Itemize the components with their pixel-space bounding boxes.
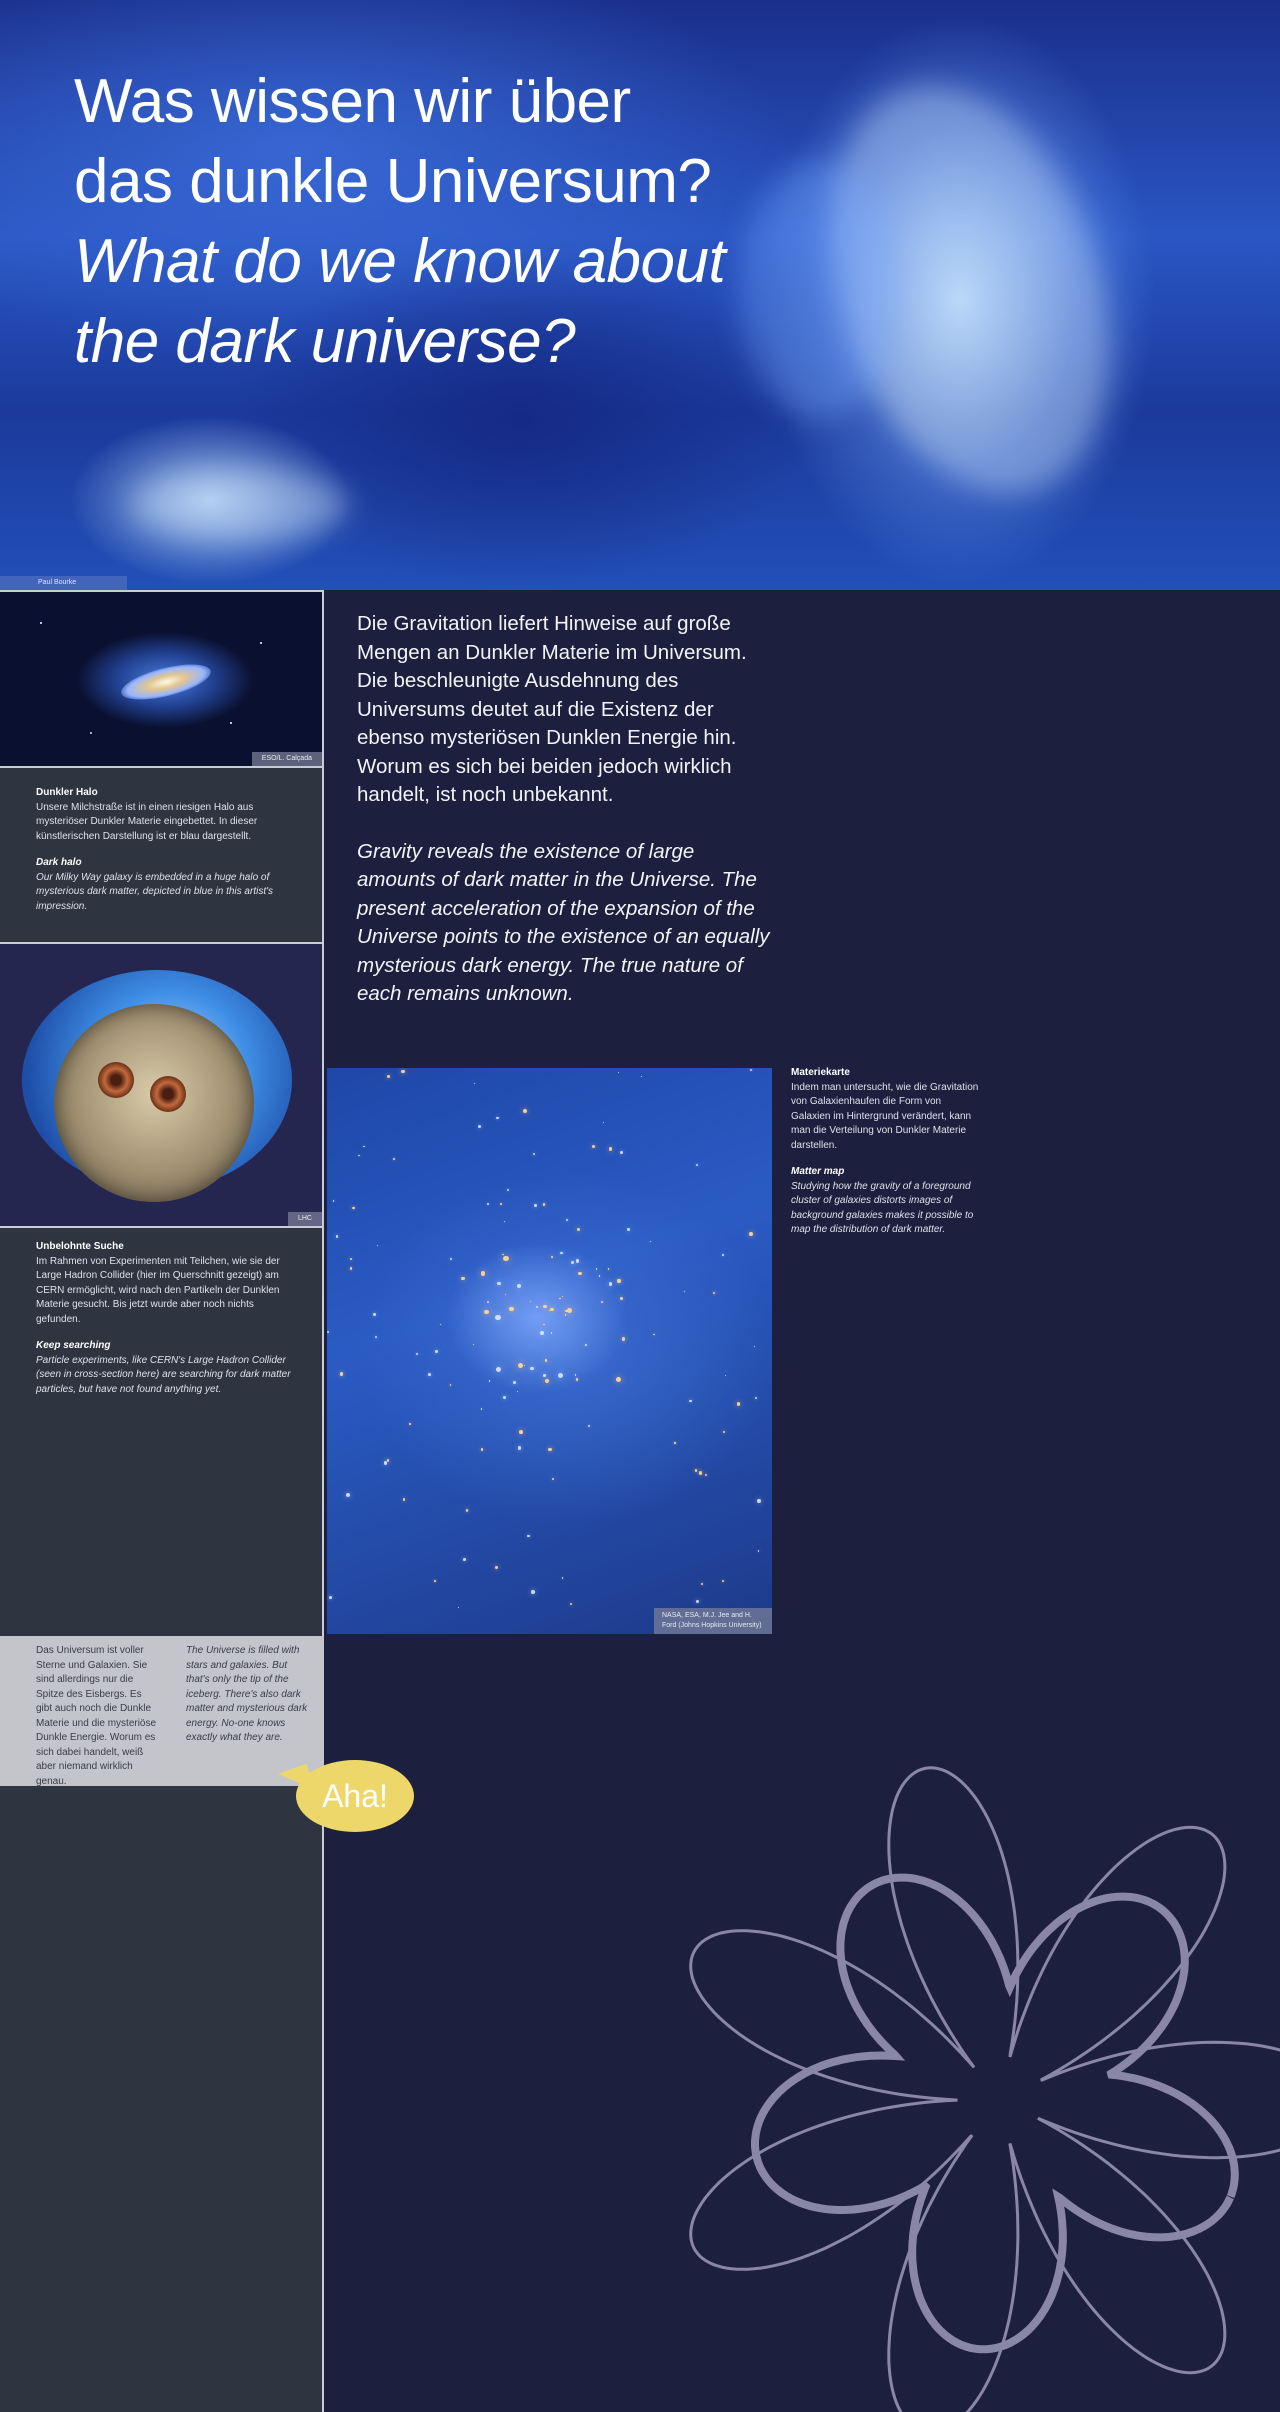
- galaxy-dot: [434, 1580, 436, 1582]
- galaxy-dot: [440, 1324, 441, 1325]
- halo-heading-de: Dunkler Halo: [36, 787, 98, 798]
- galaxy-dot: [723, 1431, 725, 1433]
- galaxy-dot: [596, 1268, 598, 1270]
- search-heading-en: Keep searching: [36, 1340, 111, 1351]
- galaxy-dot: [502, 1254, 503, 1255]
- galaxy-dot: [543, 1305, 547, 1309]
- galaxy-dot: [531, 1590, 535, 1594]
- galaxy-dot: [530, 1367, 534, 1371]
- galaxy-dot: [562, 1296, 563, 1297]
- galaxy-dot: [620, 1151, 623, 1154]
- galaxy-dot: [713, 1292, 715, 1294]
- galaxy-dot: [543, 1203, 545, 1205]
- galaxy-dot: [481, 1271, 486, 1276]
- galaxy-dot: [757, 1499, 761, 1503]
- galaxy-dot: [505, 1294, 506, 1295]
- galaxy-dot: [749, 1232, 753, 1236]
- galaxy-dot: [384, 1461, 388, 1465]
- galaxy-dot: [495, 1315, 501, 1321]
- galaxy-dot: [550, 1308, 554, 1312]
- galaxy-dot: [755, 1397, 757, 1399]
- galaxy-cluster-image: [327, 1068, 772, 1634]
- left-sidebar: [0, 590, 324, 2412]
- galaxy-dot: [696, 1164, 698, 1166]
- galaxy-dot: [463, 1558, 466, 1561]
- galaxy-dot: [653, 1334, 655, 1336]
- search-text-de: Im Rahmen von Experimenten mit Teilchen, wie sie der Large Hadron Collider (hier im Querschnitt gezeigt) am CERN ermöglicht, wird nach den Partikeln der Dunklen Materie gesucht. Bis jetzt wurde aber noch nichts gefunden.: [36, 1255, 280, 1325]
- galaxy-dot: [701, 1583, 703, 1585]
- galaxy-dot: [722, 1254, 724, 1256]
- galaxy-dot: [375, 1336, 377, 1338]
- galaxy-dot: [560, 1252, 563, 1255]
- galaxy-dot: [627, 1228, 630, 1231]
- galaxy-dot: [393, 1158, 395, 1160]
- galaxy-dot: [689, 1400, 692, 1403]
- galaxy-dot: [503, 1256, 509, 1262]
- galaxy-dot: [620, 1297, 623, 1300]
- galaxy-dot: [524, 1365, 525, 1366]
- iceberg-box: [0, 1636, 324, 1786]
- galaxy-dot: [534, 1204, 537, 1207]
- galaxy-dot: [540, 1331, 544, 1335]
- title-en-line-1: What do we know about: [74, 227, 726, 296]
- galaxy-dot: [533, 1153, 535, 1155]
- galaxy-dot: [558, 1373, 563, 1378]
- galaxy-dot: [450, 1258, 452, 1260]
- galaxy-dot: [363, 1146, 364, 1147]
- nebula-streak: [740, 160, 900, 420]
- galaxy-dot: [387, 1075, 390, 1078]
- galaxy-dot: [435, 1350, 438, 1353]
- galaxy-dot: [428, 1373, 431, 1376]
- milky-way-galaxy: [118, 657, 214, 706]
- galaxy-dot: [377, 1245, 378, 1246]
- galaxy-dot: [458, 1607, 459, 1608]
- galaxy-dot: [536, 1306, 538, 1308]
- galaxy-dot: [549, 1310, 550, 1311]
- galaxy-dot: [519, 1430, 523, 1434]
- title-de-line-1: Was wissen wir über: [74, 67, 631, 136]
- spirograph-orbit-decoration: [580, 1680, 1280, 2412]
- intro-text-en: Gravity reveals the existence of large amounts of dark matter in the Universe. The present acceleration of the expansion of the Universe points to the existence of an equally mysterious dark energy. The true nature of each remains unknown.: [357, 839, 770, 1005]
- galaxy-dot: [609, 1147, 613, 1151]
- galaxy-dot: [416, 1353, 418, 1355]
- galaxy-dot: [565, 1314, 566, 1315]
- hero-banner: [0, 0, 1280, 590]
- hero-image-credit: Paul Bourke: [0, 576, 127, 590]
- title-en-line-2: the dark universe?: [74, 307, 576, 376]
- galaxy-dot: [750, 1069, 752, 1071]
- galaxy-dot: [566, 1219, 568, 1221]
- galaxy-dot: [592, 1145, 595, 1148]
- galaxy-dot: [495, 1566, 498, 1569]
- map-text-en: Studying how the gravity of a foreground cluster of galaxies distorts images of background galaxies makes it possible to map the distribution of dark matter.: [791, 1180, 974, 1235]
- spirograph-thick-orbit: [755, 1878, 1235, 2350]
- galaxy-dot: [346, 1493, 350, 1497]
- halo-text-en: Our Milky Way galaxy is embedded in a huge halo of mysterious dark matter, depicted in blue in this artist's impression.: [36, 871, 274, 912]
- galaxy-dot: [503, 1396, 506, 1399]
- cluster-image-credit: NASA, ESA, M.J. Jee and H. Ford (Johns Hopkins University): [654, 1608, 772, 1634]
- galaxy-dot: [725, 1375, 726, 1376]
- galaxy-dot: [551, 1256, 553, 1258]
- galaxy-dot: [403, 1498, 406, 1501]
- galaxy-dot: [481, 1448, 484, 1451]
- galaxy-dot: [517, 1391, 518, 1392]
- galaxy-dot: [484, 1310, 488, 1314]
- star: [40, 622, 42, 624]
- map-text-de: Indem man untersucht, wie die Gravitation von Galaxienhaufen die Form von Galaxien im Hintergrund verändert, kann man die Verteilung von Dunkler Materie darstellen.: [791, 1081, 979, 1151]
- galaxy-dot: [599, 1275, 600, 1276]
- lhc-image: [0, 942, 322, 1228]
- lhc-cross-section: [22, 970, 292, 1190]
- galaxy-dot: [578, 1272, 582, 1276]
- halo-heading-en: Dark halo: [36, 857, 82, 868]
- galaxy-dot: [696, 1600, 699, 1603]
- beam-pipe: [98, 1062, 134, 1098]
- galaxy-dot: [608, 1268, 610, 1270]
- galaxy-dot: [567, 1308, 572, 1313]
- galaxy-dot: [474, 1083, 475, 1084]
- galaxy-dot: [548, 1448, 551, 1451]
- galaxy-dot: [618, 1072, 619, 1073]
- galaxy-dot: [650, 1241, 651, 1242]
- galaxy-dot: [737, 1402, 740, 1405]
- galaxy-dot: [450, 1384, 451, 1385]
- galaxy-dot: [387, 1459, 390, 1462]
- galaxy-dot: [481, 1408, 482, 1409]
- galaxy-dot: [559, 1298, 561, 1300]
- aha-label: Aha!: [296, 1760, 414, 1832]
- galaxy-dot: [545, 1359, 548, 1362]
- map-heading-en: Matter map: [791, 1166, 845, 1177]
- galaxy-dot: [340, 1372, 343, 1375]
- galaxy-dot: [562, 1577, 563, 1578]
- star: [230, 722, 232, 724]
- galaxy-dot: [466, 1509, 468, 1511]
- galaxy-dot: [401, 1070, 405, 1074]
- galaxy-dot: [478, 1125, 481, 1128]
- galaxy-dot: [603, 1122, 604, 1123]
- galaxy-dot: [543, 1324, 544, 1325]
- galaxy-dot: [754, 1346, 755, 1347]
- galaxy-dot: [523, 1109, 527, 1113]
- galaxy-dot: [327, 1331, 329, 1333]
- lhc-image-credit: LHC: [288, 1212, 322, 1226]
- galaxy-dot: [674, 1442, 676, 1444]
- galaxy-dot: [551, 1332, 553, 1334]
- iceberg-text-de: Das Universum ist voller Sterne und Galaxien. Sie sind allerdings nur die Spitze des Eisbergs. Es gibt auch noch die Dunkle Materie und die mysteriöse Dunkle Energie. Worum es sich dabei handelt, weiß aber niemand wirklich genau.: [36, 1645, 157, 1787]
- galaxy-dot: [570, 1603, 573, 1606]
- galaxy-dot: [609, 1282, 613, 1286]
- intro-text-de: Die Gravitation liefert Hinweise auf große Mengen an Dunkler Materie im Universum. Die beschleunigte Ausdehnung des Universums deutet auf die Existenz der ebenso mysteriösen Dunklen Energie hin. Worum es sich bei beiden jedoch wirklich handelt, ist noch unbekannt.: [357, 612, 747, 806]
- galaxy-dot: [543, 1374, 546, 1377]
- galaxy-dot: [588, 1425, 590, 1427]
- page-title: [74, 62, 725, 382]
- galaxy-dot: [500, 1203, 502, 1205]
- galaxy-dot: [373, 1313, 376, 1316]
- galaxy-dot: [350, 1267, 352, 1269]
- beam-pipe: [150, 1076, 186, 1112]
- search-heading-de: Unbelohnte Suche: [36, 1241, 124, 1252]
- galaxy-dot: [530, 1301, 531, 1302]
- map-caption: [791, 1066, 981, 1238]
- galaxy-dot: [350, 1258, 352, 1260]
- galaxy-dot: [601, 1301, 603, 1303]
- search-text-en: Particle experiments, like CERN's Large Hadron Collider (seen in cross-section here) are searching for dark matter particles, but have not found anything yet.: [36, 1354, 291, 1395]
- galaxy-dot: [509, 1307, 513, 1311]
- halo-image: [0, 590, 322, 768]
- halo-image-credit: ESO/L. Calçada: [252, 752, 322, 766]
- galaxy-dot: [333, 1200, 334, 1201]
- galaxy-dot: [585, 1344, 587, 1346]
- galaxy-dot: [758, 1550, 760, 1552]
- search-caption: [36, 1240, 294, 1397]
- galaxy-dot: [517, 1284, 522, 1289]
- galaxy-dot: [622, 1337, 626, 1341]
- galaxy-dot: [504, 1221, 505, 1222]
- galaxy-dot: [496, 1367, 501, 1372]
- galaxy-dot: [576, 1378, 578, 1380]
- galaxy-dot: [575, 1374, 576, 1375]
- galaxy-dot: [552, 1478, 555, 1481]
- nebula-streak: [130, 470, 350, 540]
- galaxy-dot: [352, 1207, 354, 1209]
- galaxy-dot: [684, 1291, 685, 1292]
- galaxy-dot: [576, 1259, 579, 1262]
- galaxy-dot: [336, 1235, 339, 1238]
- galaxy-dot: [489, 1380, 490, 1381]
- galaxy-dot: [461, 1277, 465, 1281]
- map-heading-de: Materiekarte: [791, 1067, 850, 1078]
- galaxy-dot: [695, 1469, 698, 1472]
- star: [90, 732, 92, 734]
- galaxy-dot: [699, 1471, 702, 1474]
- galaxy-dot: [513, 1381, 516, 1384]
- star: [260, 642, 262, 644]
- galaxy-dot: [571, 1261, 574, 1264]
- galaxy-dot: [409, 1423, 411, 1425]
- galaxy-dot: [722, 1580, 724, 1582]
- galaxy-dot: [358, 1155, 359, 1156]
- galaxy-dot: [617, 1279, 620, 1282]
- galaxy-dot: [507, 1189, 509, 1191]
- galaxy-dot: [487, 1203, 489, 1205]
- halo-text-de: Unsere Milchstraße ist in einen riesigen Halo aus mysteriöser Dunkler Materie eingebettet. In dieser künstlerischen Darstellung ist er blau dargestellt.: [36, 801, 258, 842]
- galaxy-dot: [329, 1596, 332, 1599]
- galaxy-dot: [527, 1535, 529, 1537]
- galaxy-dot: [496, 1117, 499, 1120]
- galaxy-dot: [518, 1363, 523, 1368]
- galaxy-dot: [487, 1301, 489, 1303]
- galaxy-dot: [545, 1379, 549, 1383]
- galaxy-dot: [565, 1310, 567, 1312]
- intro-text: [357, 610, 777, 1009]
- galaxy-dot: [616, 1377, 621, 1382]
- galaxy-dot: [497, 1282, 500, 1285]
- aha-speech-bubble: [296, 1760, 414, 1832]
- galaxy-dot: [473, 1344, 474, 1345]
- galaxy-dot: [705, 1474, 708, 1477]
- iceberg-text-en: The Universe is filled with stars and galaxies. But that's only the tip of the iceberg. There's also dark matter and mysterious dark energy. No-one knows exactly what they are.: [186, 1645, 308, 1743]
- title-de-line-2: das dunkle Universum?: [74, 147, 712, 216]
- halo-caption: [36, 786, 294, 914]
- galaxy-dot: [577, 1228, 580, 1231]
- galaxy-dot: [641, 1076, 642, 1077]
- galaxy-dot: [518, 1446, 521, 1449]
